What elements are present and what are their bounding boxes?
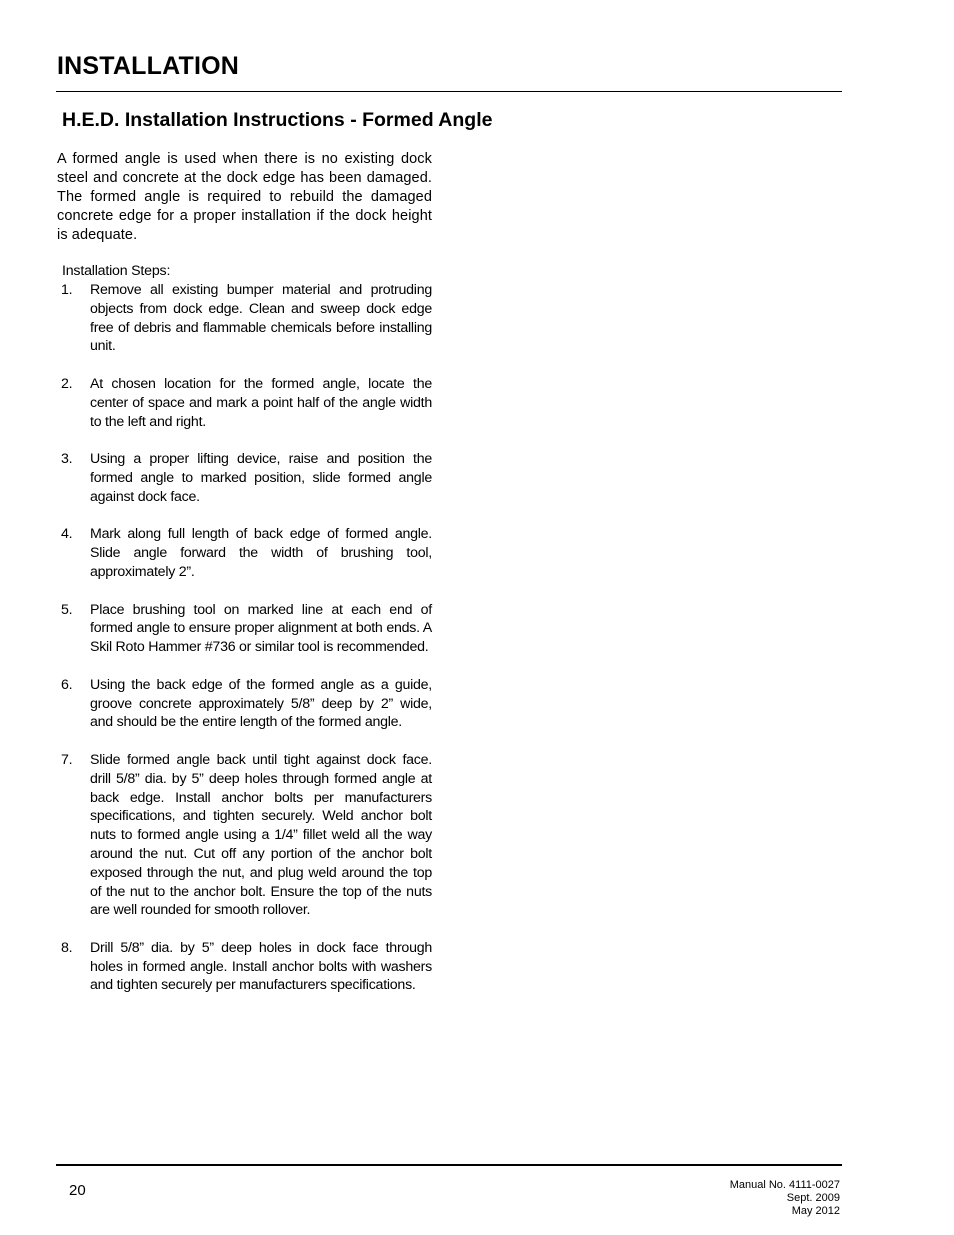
page-title: INSTALLATION [57, 52, 240, 80]
step-item [57, 601, 432, 657]
installation-steps-list [57, 281, 432, 1014]
manual-info [730, 1179, 840, 1218]
step-text: Remove all existing bumper material and protruding objects from dock edge. Clean and sweep dock edge free of debris and flammable chemicals before installing unit. [90, 282, 432, 355]
step-number: 1. [61, 282, 73, 298]
step-number: 7. [61, 751, 73, 768]
steps-heading: Installation Steps: [62, 263, 171, 279]
manual-date-original: Sept. 2009 [786, 1192, 840, 1204]
step-item [57, 450, 432, 506]
step-text: At chosen location for the formed angle, locate the center of space and mark a point half of the angle width to the left and right. [90, 375, 432, 430]
step-item [57, 281, 432, 356]
step-number: 8. [61, 939, 73, 956]
step-text: Using the back edge of the formed angle as a guide, groove concrete approximately 5/8” deep by 2” wide, and should be the entire length of the formed angle. [90, 676, 432, 731]
step-text: Place brushing tool on marked line at each end of formed angle to ensure proper alignment at both ends. A Skil Roto Hammer #736 or similar tool is recommended. [90, 601, 432, 656]
step-number: 4. [61, 526, 73, 543]
footer-divider [56, 1164, 842, 1166]
step-text: Slide formed angle back until tight against dock face. drill 5/8” dia. by 5” deep holes through formed angle at back edge. Install anchor bolts per manufacturers specifications, and tighten securely. Weld anchor bolt nuts to formed angle using a 1/4” fillet weld all the way around the nut. Cut off any portion of the anchor bolt exposed through the nut, and plug weld around the top of the nut to the anchor bolt. Ensure the top of the nuts are well rounded for smooth rollover. [90, 751, 432, 919]
step-item [57, 751, 432, 920]
step-text: Drill 5/8” dia. by 5” deep holes in dock face through holes in formed angle. Install anchor bolts with washers and tighten securely per manufacturers specifications. [90, 939, 432, 994]
step-item [57, 525, 432, 581]
step-text: Mark along full length of back edge of formed angle. Slide angle forward the width of brushing tool, approximately 2”. [90, 526, 432, 580]
step-text: Using a proper lifting device, raise and position the formed angle to marked position, slide formed angle against dock face. [90, 451, 432, 505]
intro-paragraph: A formed angle is used when there is no existing dock steel and concrete at the dock edge has been damaged. The formed angle is required to rebuild the damaged concrete edge for a proper installation if the dock height is adequate. [57, 151, 432, 243]
manual-number: Manual No. 4111-0027 [729, 1179, 840, 1191]
step-number: 6. [61, 676, 73, 693]
section-title: H.E.D. Installation Instructions - Formed Angle [62, 109, 493, 131]
header-divider [56, 91, 842, 92]
manual-date-revised: May 2012 [791, 1205, 840, 1217]
step-item [57, 676, 432, 732]
step-item [57, 375, 432, 431]
step-number: 3. [61, 451, 73, 468]
step-number: 5. [61, 601, 73, 618]
step-item [57, 939, 432, 995]
page-number: 20 [69, 1182, 86, 1199]
step-number: 2. [61, 375, 73, 392]
